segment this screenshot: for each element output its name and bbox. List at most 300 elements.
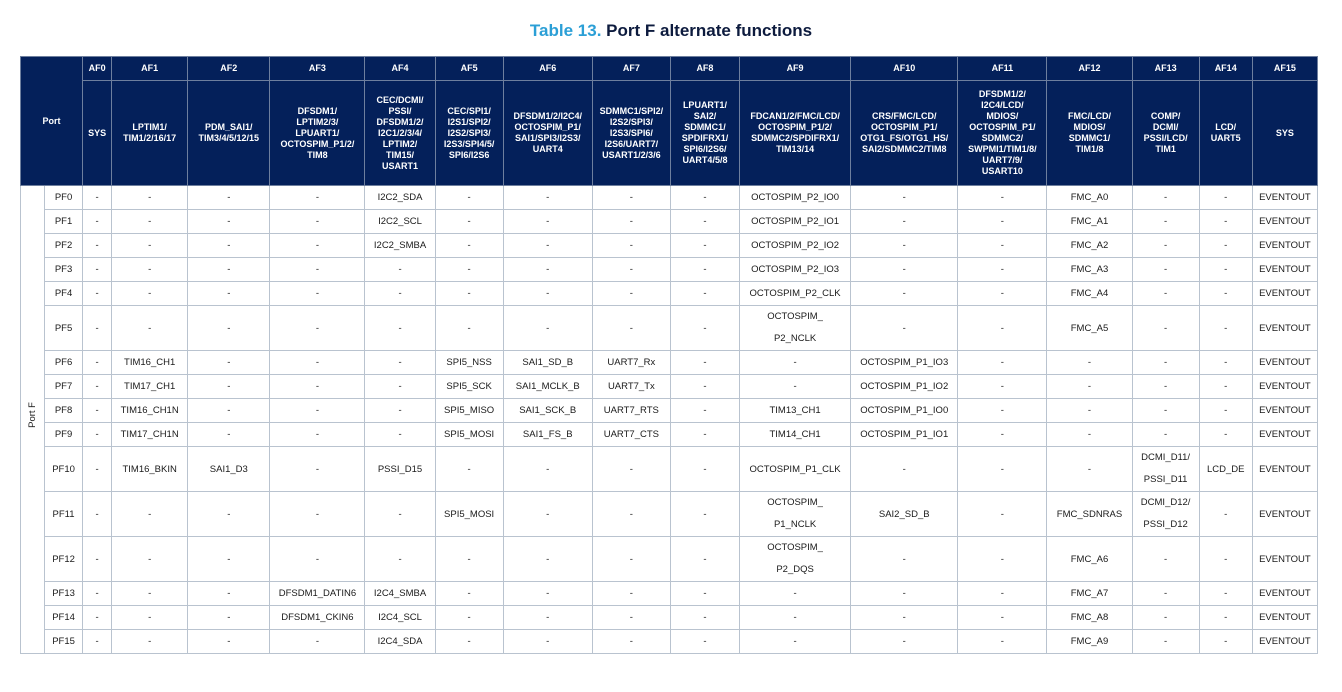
af13-function-header xyxy=(1132,81,1199,186)
pin-name: PF6 xyxy=(45,351,83,375)
af8-cell: - xyxy=(670,447,739,492)
cell-line: OCTOSPIM_ xyxy=(767,542,823,553)
header-line: I2S1/SPI2/ xyxy=(447,116,491,127)
table-row xyxy=(21,306,1318,351)
table-row xyxy=(21,537,1318,582)
table-row xyxy=(21,630,1318,654)
af2-cell: - xyxy=(188,306,270,351)
af11-cell: - xyxy=(958,282,1047,306)
af15-cell: EVENTOUT xyxy=(1252,210,1317,234)
af11-cell: - xyxy=(958,447,1047,492)
pin-name: PF2 xyxy=(45,234,83,258)
af8-cell: - xyxy=(670,375,739,399)
af-header-af12: AF12 xyxy=(1047,57,1132,81)
header-line: COMP/ xyxy=(1150,111,1181,121)
af15-cell: EVENTOUT xyxy=(1252,258,1317,282)
header-line: DFSDM1/2/ xyxy=(376,116,424,127)
header-line: I2S2/SPI3/ xyxy=(609,116,653,127)
af2-cell: - xyxy=(188,186,270,210)
af0-cell: - xyxy=(83,537,112,582)
header-line: LPTIM2/3/ xyxy=(296,116,339,127)
header-line: TIM1/8 xyxy=(1075,144,1104,154)
header-line: CEC/DCMI/ xyxy=(376,94,424,105)
header-line: USART10 xyxy=(981,166,1023,176)
af13-cell: - xyxy=(1132,606,1199,630)
af2-cell: - xyxy=(188,606,270,630)
af12-function-header xyxy=(1047,81,1132,186)
af14-cell: - xyxy=(1199,630,1252,654)
af10-cell: - xyxy=(851,210,958,234)
af12-cell: FMC_A7 xyxy=(1047,582,1132,606)
header-line: UART5 xyxy=(1210,133,1241,143)
pin-name: PF4 xyxy=(45,282,83,306)
af9-cell: OCTOSPIM_P2_IO0 xyxy=(740,186,851,210)
port-group-text: Port F xyxy=(27,402,39,428)
header-line: FDCAN1/2/FMC/LCD/ xyxy=(750,111,840,121)
af3-cell: - xyxy=(270,537,365,582)
af11-cell: - xyxy=(958,375,1047,399)
af0-cell: - xyxy=(83,306,112,351)
af8-cell: - xyxy=(670,306,739,351)
af1-cell: - xyxy=(112,210,188,234)
af-header-row xyxy=(21,57,1318,81)
af7-cell: - xyxy=(592,306,670,351)
af12-cell: - xyxy=(1047,447,1132,492)
header-line: SPDIFRX1/ xyxy=(681,133,729,143)
af1-cell: - xyxy=(112,234,188,258)
af-header-af1: AF1 xyxy=(112,57,188,81)
af5-cell: - xyxy=(435,234,503,258)
af11-cell: - xyxy=(958,210,1047,234)
af7-cell: - xyxy=(592,258,670,282)
af8-cell: - xyxy=(670,630,739,654)
af14-cell: - xyxy=(1199,258,1252,282)
af9-cell: OCTOSPIM_P2_IO3 xyxy=(740,258,851,282)
header-line: TIM8 xyxy=(307,149,328,160)
af0-cell: - xyxy=(83,582,112,606)
header-line: OCTOSPIM_P1/ xyxy=(969,122,1036,132)
table-row xyxy=(21,423,1318,447)
af6-cell: - xyxy=(503,234,592,258)
pin-name: PF15 xyxy=(45,630,83,654)
cell-line: OCTOSPIM_ xyxy=(767,497,823,508)
header-line: I2S6/UART7/ xyxy=(604,138,659,149)
af2-cell: - xyxy=(188,423,270,447)
af8-cell: - xyxy=(670,234,739,258)
af6-cell: - xyxy=(503,210,592,234)
af3-cell: - xyxy=(270,282,365,306)
af10-cell: - xyxy=(851,582,958,606)
af14-cell: - xyxy=(1199,423,1252,447)
af15-cell: EVENTOUT xyxy=(1252,492,1317,537)
table-row xyxy=(21,375,1318,399)
pin-name: PF10 xyxy=(45,447,83,492)
af11-cell: - xyxy=(958,537,1047,582)
af4-cell: I2C2_SCL xyxy=(365,210,435,234)
af6-cell: SAI1_SD_B xyxy=(503,351,592,375)
header-line: PSSI/LCD/ xyxy=(1143,133,1188,143)
table-row xyxy=(21,186,1318,210)
port-group-label xyxy=(21,186,45,654)
table-number: Table 13. xyxy=(529,21,602,40)
af3-cell: DFSDM1_DATIN6 xyxy=(270,582,365,606)
af-header-af5: AF5 xyxy=(435,57,503,81)
af14-cell: - xyxy=(1199,399,1252,423)
af1-cell: - xyxy=(112,537,188,582)
af15-cell: EVENTOUT xyxy=(1252,234,1317,258)
pin-name: PF13 xyxy=(45,582,83,606)
header-line: SAI2/ xyxy=(693,111,717,121)
af6-cell: - xyxy=(503,306,592,351)
header-line: CRS/FMC/LCD/ xyxy=(871,111,937,121)
af1-cell: - xyxy=(112,606,188,630)
af1-cell: TIM16_CH1N xyxy=(112,399,188,423)
af4-cell: - xyxy=(365,282,435,306)
af-header-af11: AF11 xyxy=(958,57,1047,81)
af3-cell: - xyxy=(270,630,365,654)
af13-cell: - xyxy=(1132,630,1199,654)
header-line: USART1/2/3/6 xyxy=(602,149,661,160)
af14-cell: - xyxy=(1199,582,1252,606)
af11-cell: - xyxy=(958,351,1047,375)
af10-cell: OCTOSPIM_P1_IO1 xyxy=(851,423,958,447)
header-line: LPUART1/ xyxy=(682,100,727,110)
af9-function-header xyxy=(740,81,851,186)
af2-cell: SAI1_D3 xyxy=(188,447,270,492)
af4-cell: - xyxy=(365,492,435,537)
table-row xyxy=(21,606,1318,630)
header-line: LPTIM1/ xyxy=(132,122,167,132)
table-row xyxy=(21,351,1318,375)
af1-cell: - xyxy=(112,492,188,537)
af13-cell: - xyxy=(1132,258,1199,282)
af15-cell: EVENTOUT xyxy=(1252,606,1317,630)
af12-cell: FMC_SDNRAS xyxy=(1047,492,1132,537)
af1-cell: TIM17_CH1N xyxy=(112,423,188,447)
af13-cell: - xyxy=(1132,537,1199,582)
af7-cell: - xyxy=(592,186,670,210)
table-body xyxy=(21,186,1318,654)
af4-cell: - xyxy=(365,258,435,282)
function-header-row xyxy=(21,81,1318,186)
af1-cell: TIM16_CH1 xyxy=(112,351,188,375)
pin-name: PF9 xyxy=(45,423,83,447)
af3-cell: - xyxy=(270,306,365,351)
header-line: SWPMI1/TIM1/8/ xyxy=(968,144,1037,154)
af0-cell: - xyxy=(83,186,112,210)
af8-cell: - xyxy=(670,537,739,582)
af8-cell: - xyxy=(670,606,739,630)
af2-cell: - xyxy=(188,234,270,258)
af0-cell: - xyxy=(83,630,112,654)
af14-cell: - xyxy=(1199,282,1252,306)
af6-cell: - xyxy=(503,282,592,306)
pin-name: PF8 xyxy=(45,399,83,423)
header-line: MDIOS/ xyxy=(1073,122,1106,132)
af2-cell: - xyxy=(188,375,270,399)
af7-cell: - xyxy=(592,282,670,306)
af15-function-header xyxy=(1252,81,1317,186)
af13-cell xyxy=(1132,447,1199,492)
af14-cell: - xyxy=(1199,492,1252,537)
af6-cell: - xyxy=(503,492,592,537)
af8-cell: - xyxy=(670,399,739,423)
af2-cell: - xyxy=(188,537,270,582)
header-line: I2S3/SPI6/ xyxy=(609,127,653,138)
af9-cell: - xyxy=(740,582,851,606)
af7-cell: UART7_Rx xyxy=(592,351,670,375)
af4-cell: - xyxy=(365,375,435,399)
af4-cell: - xyxy=(365,351,435,375)
af15-cell: EVENTOUT xyxy=(1252,375,1317,399)
af6-function-header xyxy=(503,81,592,186)
af0-cell: - xyxy=(83,351,112,375)
af5-cell: - xyxy=(435,630,503,654)
af11-function-header xyxy=(958,81,1047,186)
header-line: I2C4/LCD/ xyxy=(981,100,1024,110)
af10-cell: - xyxy=(851,234,958,258)
af7-cell: UART7_Tx xyxy=(592,375,670,399)
header-line: UART4 xyxy=(532,144,563,154)
af12-cell: FMC_A4 xyxy=(1047,282,1132,306)
pin-name: PF11 xyxy=(45,492,83,537)
af3-cell: - xyxy=(270,375,365,399)
af6-cell: - xyxy=(503,537,592,582)
header-line: CEC/SPI1/ xyxy=(447,105,491,116)
pin-name: PF7 xyxy=(45,375,83,399)
af12-cell: FMC_A6 xyxy=(1047,537,1132,582)
header-line: SYS xyxy=(88,127,107,138)
header-line: OTG1_FS/OTG1_HS/ xyxy=(860,133,949,143)
af7-cell: - xyxy=(592,537,670,582)
af2-cell: - xyxy=(188,210,270,234)
cell-line: OCTOSPIM_ xyxy=(767,311,823,322)
af8-cell: - xyxy=(670,423,739,447)
af0-function-header xyxy=(83,81,112,186)
af10-cell: - xyxy=(851,282,958,306)
header-line: PSSI/ xyxy=(388,105,412,116)
pin-name: PF12 xyxy=(45,537,83,582)
af9-cell: OCTOSPIM_P2_IO2 xyxy=(740,234,851,258)
af12-cell: FMC_A3 xyxy=(1047,258,1132,282)
af9-cell xyxy=(740,492,851,537)
table-row xyxy=(21,210,1318,234)
af4-cell: I2C4_SDA xyxy=(365,630,435,654)
af15-cell: EVENTOUT xyxy=(1252,399,1317,423)
af14-cell: - xyxy=(1199,351,1252,375)
header-line: FMC/LCD/ xyxy=(1068,111,1111,121)
header-line: I2S2/SPI3/ xyxy=(447,127,491,138)
af3-cell: - xyxy=(270,351,365,375)
af1-cell: - xyxy=(112,282,188,306)
header-line: SDMMC2/SPDIFRX1/ xyxy=(751,133,840,143)
af0-cell: - xyxy=(83,375,112,399)
af6-cell: - xyxy=(503,258,592,282)
af5-cell: - xyxy=(435,606,503,630)
af0-cell: - xyxy=(83,282,112,306)
af2-cell: - xyxy=(188,582,270,606)
af-header-af8: AF8 xyxy=(670,57,739,81)
af1-cell: - xyxy=(112,306,188,351)
af13-cell: - xyxy=(1132,234,1199,258)
cell-line: P2_NCLK xyxy=(773,333,817,344)
af11-cell: - xyxy=(958,258,1047,282)
header-line: DFSDM1/ xyxy=(297,105,338,116)
af11-cell: - xyxy=(958,606,1047,630)
af14-cell: LCD_DE xyxy=(1199,447,1252,492)
af15-cell: EVENTOUT xyxy=(1252,537,1317,582)
af13-cell: - xyxy=(1132,423,1199,447)
af-header-af2: AF2 xyxy=(188,57,270,81)
af14-cell: - xyxy=(1199,537,1252,582)
af12-cell: FMC_A1 xyxy=(1047,210,1132,234)
af5-cell: - xyxy=(435,210,503,234)
af8-cell: - xyxy=(670,210,739,234)
af7-cell: - xyxy=(592,234,670,258)
af4-cell: PSSI_D15 xyxy=(365,447,435,492)
af14-cell: - xyxy=(1199,306,1252,351)
af5-cell: - xyxy=(435,186,503,210)
af12-cell: FMC_A8 xyxy=(1047,606,1132,630)
header-line: TIM13/14 xyxy=(776,144,815,154)
af2-cell: - xyxy=(188,282,270,306)
af4-cell: - xyxy=(365,306,435,351)
af-header-af7: AF7 xyxy=(592,57,670,81)
af10-cell: OCTOSPIM_P1_IO0 xyxy=(851,399,958,423)
af9-cell: TIM13_CH1 xyxy=(740,399,851,423)
af8-function-header xyxy=(670,81,739,186)
af11-cell: - xyxy=(958,582,1047,606)
af9-cell: OCTOSPIM_P2_IO1 xyxy=(740,210,851,234)
header-line: LPUART1/ xyxy=(295,127,340,138)
af13-cell: - xyxy=(1132,375,1199,399)
pin-name: PF0 xyxy=(45,186,83,210)
af4-cell: I2C2_SDA xyxy=(365,186,435,210)
af6-cell: - xyxy=(503,582,592,606)
af15-cell: EVENTOUT xyxy=(1252,351,1317,375)
af0-cell: - xyxy=(83,423,112,447)
af10-cell: - xyxy=(851,306,958,351)
header-line: OCTOSPIM_P1/ xyxy=(514,122,581,132)
header-line: SDMMC1/ xyxy=(684,122,726,132)
header-line: OCTOSPIM_P1/ xyxy=(871,122,938,132)
af13-cell: - xyxy=(1132,282,1199,306)
af5-cell: SPI5_MOSI xyxy=(435,423,503,447)
header-line: MDIOS/ xyxy=(986,111,1019,121)
af5-cell: SPI5_SCK xyxy=(435,375,503,399)
af6-cell: - xyxy=(503,606,592,630)
af6-cell: - xyxy=(503,186,592,210)
header-line: SAI1/SPI3/I2S3/ xyxy=(514,133,581,143)
af13-cell: - xyxy=(1132,210,1199,234)
af5-cell: - xyxy=(435,447,503,492)
af-header-af9: AF9 xyxy=(740,57,851,81)
af12-cell: FMC_A0 xyxy=(1047,186,1132,210)
af2-cell: - xyxy=(188,492,270,537)
af14-cell: - xyxy=(1199,606,1252,630)
af2-cell: - xyxy=(188,258,270,282)
af4-cell: I2C4_SMBA xyxy=(365,582,435,606)
af3-function-header xyxy=(270,81,365,186)
af8-cell: - xyxy=(670,351,739,375)
pin-name: PF3 xyxy=(45,258,83,282)
cell-line: P1_NCLK xyxy=(773,519,817,530)
af15-cell: EVENTOUT xyxy=(1252,306,1317,351)
af-header-af3: AF3 xyxy=(270,57,365,81)
af0-cell: - xyxy=(83,606,112,630)
af7-cell: UART7_RTS xyxy=(592,399,670,423)
af10-cell: OCTOSPIM_P1_IO2 xyxy=(851,375,958,399)
af8-cell: - xyxy=(670,492,739,537)
af9-cell: - xyxy=(740,606,851,630)
af-header-af0: AF0 xyxy=(83,57,112,81)
af4-cell: - xyxy=(365,537,435,582)
table-row xyxy=(21,492,1318,537)
af6-cell: - xyxy=(503,630,592,654)
af3-cell: - xyxy=(270,234,365,258)
af-header-af10: AF10 xyxy=(851,57,958,81)
header-line: PDM_SAI1/ xyxy=(205,122,253,132)
af3-cell: - xyxy=(270,186,365,210)
cell-line: PSSI_D12 xyxy=(1143,519,1188,530)
af4-cell: - xyxy=(365,399,435,423)
af5-cell: - xyxy=(435,258,503,282)
cell-line: P2_DQS xyxy=(776,564,814,575)
af5-cell: SPI5_MOSI xyxy=(435,492,503,537)
af9-cell: - xyxy=(740,375,851,399)
table-title: Port F alternate functions xyxy=(606,21,813,40)
af13-cell xyxy=(1132,492,1199,537)
af9-cell: - xyxy=(740,630,851,654)
af14-cell: - xyxy=(1199,234,1252,258)
header-line: SPI6/I2S6 xyxy=(448,149,490,160)
af0-cell: - xyxy=(83,234,112,258)
af12-cell: FMC_A9 xyxy=(1047,630,1132,654)
af5-function-header xyxy=(435,81,503,186)
af7-cell: - xyxy=(592,492,670,537)
header-line: LCD/ xyxy=(1215,122,1237,132)
af12-cell: FMC_A2 xyxy=(1047,234,1132,258)
af3-cell: - xyxy=(270,423,365,447)
af10-cell: OCTOSPIM_P1_IO3 xyxy=(851,351,958,375)
af12-cell: - xyxy=(1047,351,1132,375)
af6-cell: SAI1_MCLK_B xyxy=(503,375,592,399)
af10-function-header xyxy=(851,81,958,186)
header-line: TIM1 xyxy=(1155,144,1176,154)
af5-cell: - xyxy=(435,282,503,306)
af10-cell: - xyxy=(851,630,958,654)
table-row xyxy=(21,282,1318,306)
header-line: UART4/5/8 xyxy=(682,155,728,165)
header-line: DFSDM1/2/I2C4/ xyxy=(513,111,582,121)
af0-cell: - xyxy=(83,210,112,234)
af8-cell: - xyxy=(670,186,739,210)
af3-cell: - xyxy=(270,210,365,234)
af3-cell: - xyxy=(270,492,365,537)
af10-cell: - xyxy=(851,447,958,492)
af2-cell: - xyxy=(188,351,270,375)
af12-cell: - xyxy=(1047,375,1132,399)
af13-cell: - xyxy=(1132,306,1199,351)
af10-cell: SAI2_SD_B xyxy=(851,492,958,537)
header-line: USART1 xyxy=(382,160,419,171)
af1-cell: - xyxy=(112,582,188,606)
af13-cell: - xyxy=(1132,186,1199,210)
af12-cell: - xyxy=(1047,423,1132,447)
af0-cell: - xyxy=(83,399,112,423)
af15-cell: EVENTOUT xyxy=(1252,282,1317,306)
af3-cell: - xyxy=(270,258,365,282)
